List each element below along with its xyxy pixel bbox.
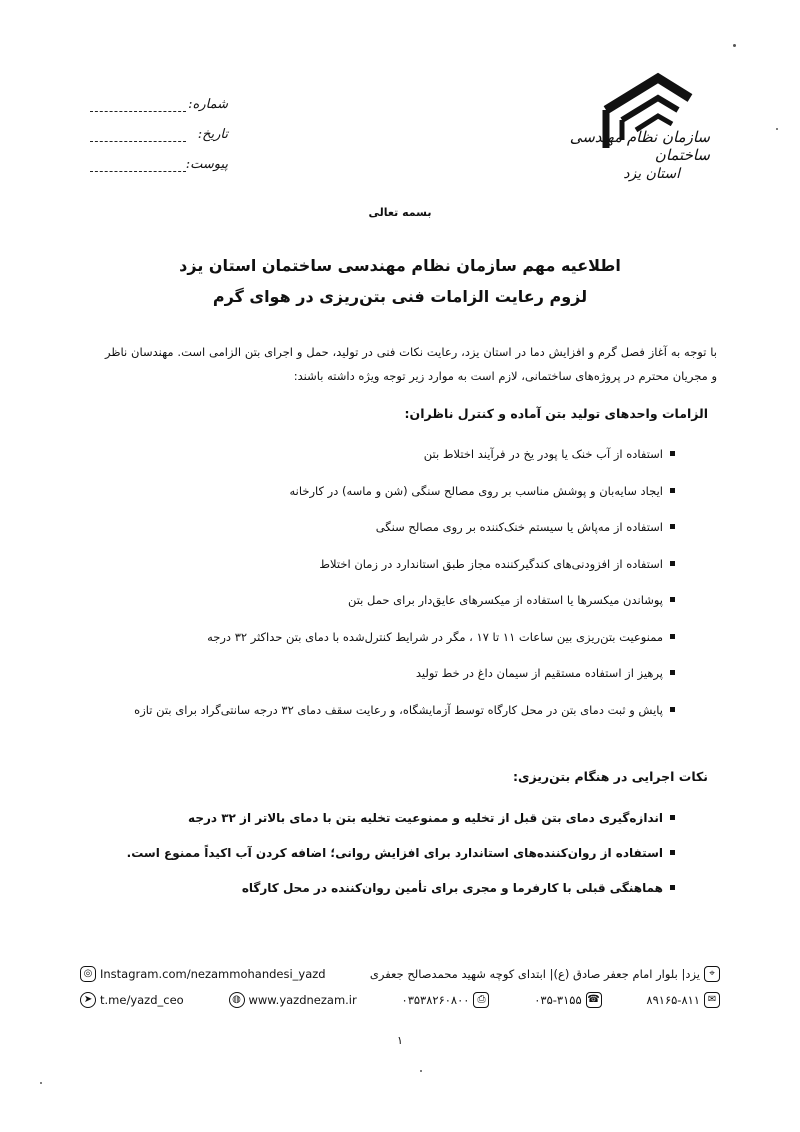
fax-icon: ⎙	[473, 992, 489, 1008]
list-item-text: استفاده از افزودنی‌های کندگیرکننده مجاز طبق استاندارد در زمان اختلاط	[319, 556, 663, 571]
footer-fax	[402, 992, 490, 1008]
bullet-icon	[670, 524, 675, 529]
bullet-icon	[670, 850, 675, 855]
meta-attachment-label: پیوست:	[185, 157, 228, 172]
footer-telegram-text[interactable]: t.me/yazd_ceo	[100, 993, 184, 1007]
telegram-icon: ➤	[80, 992, 96, 1008]
bullet-icon	[670, 885, 675, 890]
list-item-text: استفاده از مه‌پاش یا سیستم خنک‌کننده بر روی مصالح سنگی	[375, 520, 663, 534]
phone-icon: ☎	[586, 992, 602, 1008]
list-item	[75, 589, 675, 611]
meta-date-label: تاریخ:	[197, 127, 228, 142]
list-item-text: هماهنگی قبلی با کارفرما و مجری برای تأمین روان‌کننده در محل کارگاه	[241, 881, 663, 895]
list-item-text: استفاده از روان‌کننده‌های استاندارد برای افزایش روانی؛ اضافه کردن آب اکیداً ممنوع است.	[126, 846, 663, 860]
list-item-text: ممنوعیت بتن‌ریزی بین ساعات ۱۱ تا ۱۷ ، مگر در شرایط کنترل‌شده با دمای بتن حداکثر ۳۲ درجه	[207, 629, 663, 644]
bullet-icon	[670, 634, 675, 639]
meta-date-row	[88, 112, 228, 142]
bismillah: بسمه تعالی	[368, 206, 432, 219]
section2-heading: نکات اجرایی در هنگام بتن‌ریزی:	[513, 769, 708, 784]
bullet-icon	[670, 597, 675, 602]
footer-website-text[interactable]: www.yazdnezam.ir	[248, 993, 357, 1007]
footer-row-2	[80, 990, 720, 1010]
footer-telegram[interactable]	[80, 992, 184, 1008]
bullet-icon	[670, 707, 675, 712]
bullet-icon	[670, 451, 675, 456]
announcement-title: اطلاعیه مهم سازمان نظام مهندسی ساختمان استان یزد	[179, 256, 621, 275]
meta-number-label: شماره:	[188, 97, 228, 112]
footer-website[interactable]	[229, 992, 357, 1008]
instagram-icon: ◎	[80, 966, 96, 982]
scan-speck	[420, 1070, 422, 1072]
organization-name	[560, 128, 710, 182]
list-item	[75, 443, 675, 465]
list-item	[75, 842, 675, 864]
meta-number-row	[88, 82, 228, 112]
list-item	[75, 662, 675, 684]
footer-postal-code-text: ۸۹۱۶۵-۸۱۱	[646, 993, 700, 1007]
footer-address-text: یزد| بلوار امام جعفر صادق (ع)| ابتدای کوچه شهید محمدصالح جعفری	[369, 967, 700, 981]
bullet-icon	[670, 488, 675, 493]
letter-meta	[88, 82, 228, 172]
list-item-text: پوشاندن میکسرها یا استفاده از میکسرهای عایق‌دار برای حمل بتن	[347, 593, 663, 607]
envelope-icon: ✉	[704, 992, 720, 1008]
meta-number-line	[90, 99, 186, 112]
scan-speck	[733, 44, 736, 47]
list-item-text: استفاده از آب خنک یا پودر یخ در فرآیند اختلاط بتن	[423, 447, 663, 461]
list-item	[75, 553, 675, 575]
list-item-text: پایش و ثبت دمای بتن در محل کارگاه توسط آزمایشگاه، و رعایت سقف دمای ۳۲ درجه سانتی‌گراد برای بتن تازه	[134, 702, 663, 717]
list-item	[75, 877, 675, 899]
list-item-text: ایجاد سایه‌بان و پوشش مناسب بر روی مصالح سنگی (شن و ماسه) در کارخانه	[289, 483, 663, 498]
organization-name-line1: سازمان نظام مهندسی ساختمان	[569, 128, 710, 164]
footer-postal-code	[646, 992, 720, 1008]
bullet-icon	[670, 561, 675, 566]
footer-phone-text: ۰۳۵-۳۱۵۵	[534, 993, 582, 1007]
list-item	[75, 516, 675, 538]
organization-name-line2: استان یزد	[623, 166, 680, 182]
scan-speck	[40, 1082, 42, 1084]
intro-paragraph: با توجه به آغاز فصل گرم و افزایش دما در استان یزد، رعایت نکات فنی در تولید، حمل و اجرای بتن الزامی است. مهندسان ناظر و مجریان محترم در پروژه‌های ساختمانی، لازم است به موارد زیر توجه ویژه داشته باشند:	[105, 345, 717, 383]
section1-list	[75, 443, 675, 735]
section1-heading: الزامات واحدهای تولید بتن آماده و کنترل ناظران:	[404, 406, 708, 421]
footer-phone	[534, 992, 601, 1008]
bullet-icon	[670, 815, 675, 820]
footer-address	[370, 966, 720, 982]
footer-row-1	[80, 964, 720, 984]
list-item-text: اندازه‌گیری دمای بتن قبل از تخلیه و ممنوعیت تخلیه بتن با دمای بالاتر از ۳۲ درجه	[188, 811, 663, 825]
list-item	[75, 807, 675, 829]
list-item	[75, 626, 675, 648]
meta-date-line	[90, 129, 186, 142]
announcement-subtitle: لزوم رعایت الزامات فنی بتن‌ریزی در هوای گرم	[212, 287, 588, 306]
footer-instagram-text[interactable]: Instagram.com/nezammohandesi_yazd	[100, 967, 326, 981]
scan-speck	[776, 128, 778, 130]
page-number: ۱	[397, 1034, 403, 1047]
globe-icon: ◍	[229, 992, 245, 1008]
location-pin-icon: ⌖	[704, 966, 720, 982]
list-item-text: پرهیز از استفاده مستقیم از سیمان داغ در خط تولید	[415, 666, 663, 680]
list-item	[75, 480, 675, 502]
meta-attachment-row	[88, 142, 228, 172]
footer-fax-text: ۰۳۵۳۸۲۶۰۸۰۰	[401, 993, 470, 1007]
meta-attachment-line	[90, 159, 186, 172]
footer-instagram[interactable]	[80, 966, 326, 982]
bullet-icon	[670, 670, 675, 675]
list-item	[75, 699, 675, 721]
section2-list	[75, 807, 675, 912]
